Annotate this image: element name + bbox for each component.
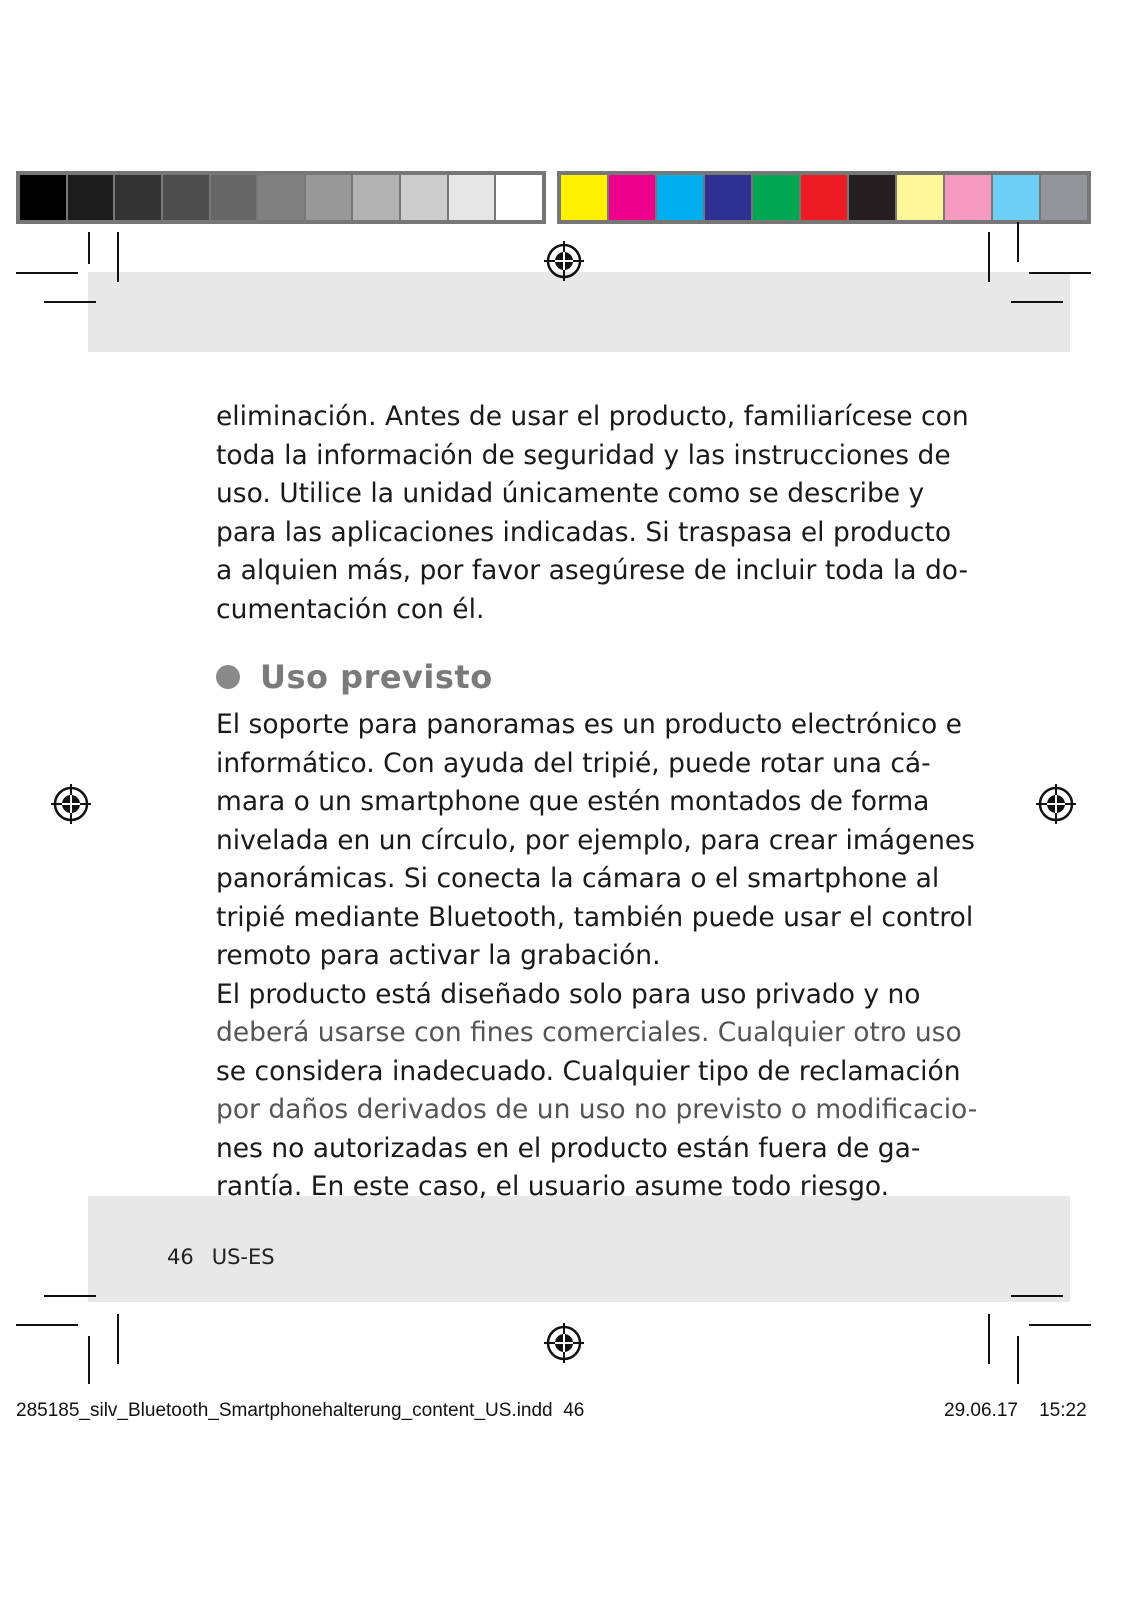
text-line: eliminación. Antes de usar el producto, familiarícese con (216, 401, 969, 432)
crop-mark (117, 232, 119, 282)
color-swatch (897, 175, 943, 220)
color-swatch (68, 175, 114, 220)
page-footer (167, 1245, 293, 1269)
color-swatch (115, 175, 161, 220)
crop-mark (88, 1336, 90, 1384)
color-swatch (496, 175, 542, 220)
crop-mark (1017, 222, 1019, 262)
text-line: se considera inadecuado. Cualquier tipo de reclamación (216, 1055, 961, 1087)
section-title: Uso previsto (260, 658, 493, 696)
color-swatch (561, 175, 607, 220)
slug-datetime (944, 1400, 1087, 1422)
color-swatch (401, 175, 447, 220)
text-line: deberá usarse con fines comerciales. Cualquier otro uso (216, 1017, 962, 1048)
text-line: tripié mediante Bluetooth, también puede usar el control (216, 901, 974, 933)
page-number: 46 (167, 1245, 194, 1269)
section-heading (216, 658, 493, 696)
text-line: El soporte para panoramas es un producto electrónico e (216, 709, 962, 740)
slug-file (16, 1400, 584, 1422)
crop-mark (16, 272, 78, 274)
locale-code: US-ES (211, 1245, 275, 1269)
color-swatch (993, 175, 1039, 220)
crop-mark (44, 1295, 96, 1297)
text-line: uso. Utilice la unidad únicamente como se describe y (216, 478, 925, 509)
color-swatch (945, 175, 991, 220)
color-swatch (801, 175, 847, 220)
text-line: cumentación con él. (216, 593, 485, 625)
text-line: El producto está diseñado solo para uso privado y no (216, 978, 921, 1010)
grayscale-color-bar (16, 171, 546, 224)
color-swatch (258, 175, 304, 220)
color-swatch (657, 175, 703, 220)
crop-mark (88, 232, 90, 264)
text-line: informático. Con ayuda del tripié, puede rotar una cá- (216, 747, 931, 779)
color-swatch (609, 175, 655, 220)
color-swatch (306, 175, 352, 220)
slug-filename: 285185_silv_Bluetooth_Smartphonehalterung_content_US.indd (16, 1400, 553, 1421)
text-line: nes no autorizadas en el producto están fuera de ga- (216, 1132, 921, 1164)
text-line: rantía. En este caso, el usuario asume todo riesgo. (216, 1171, 890, 1202)
registration-mark-icon (51, 784, 91, 824)
slug-page: 46 (563, 1400, 585, 1421)
cmyk-color-bar (557, 171, 1091, 224)
color-swatch (753, 175, 799, 220)
text-line: mara o un smartphone que estén montados de forma (216, 786, 930, 817)
crop-mark (1029, 1324, 1091, 1326)
slug-time: 15:22 (1039, 1400, 1087, 1421)
crop-mark (988, 1314, 990, 1364)
color-swatch (163, 175, 209, 220)
crop-mark (1011, 1295, 1063, 1297)
color-swatch (211, 175, 257, 220)
crop-mark (1017, 1336, 1019, 1384)
text-line: panorámicas. Si conecta la cámara o el smartphone al (216, 863, 940, 894)
crop-mark (988, 232, 990, 282)
color-swatch (705, 175, 751, 220)
text-line: por daños derivados de un uso no previsto o modificacio- (216, 1094, 978, 1125)
text-line: a alquien más, por favor asegúrese de incluir toda la do- (216, 555, 969, 586)
color-swatch (353, 175, 399, 220)
text-line: toda la información de seguridad y las instrucciones de (216, 439, 951, 471)
color-swatch (849, 175, 895, 220)
color-swatch (449, 175, 495, 220)
header-band (88, 272, 1070, 352)
text-line: remoto para activar la grabación. (216, 940, 661, 971)
slug-date: 29.06.17 (944, 1400, 1018, 1421)
registration-mark-icon (544, 241, 584, 281)
section-body (216, 706, 978, 1207)
crop-mark (117, 1314, 119, 1364)
registration-mark-icon (1036, 784, 1076, 824)
text-line: nivelada en un círculo, por ejemplo, para crear imágenes (216, 824, 975, 856)
registration-mark-icon (544, 1323, 584, 1363)
intro-paragraph (216, 398, 969, 629)
color-swatch (1041, 175, 1087, 220)
bullet-icon (216, 665, 240, 689)
text-line: para las aplicaciones indicadas. Si traspasa el producto (216, 516, 952, 548)
crop-mark (1029, 272, 1091, 274)
color-swatch (20, 175, 66, 220)
crop-mark (44, 301, 96, 303)
crop-mark (16, 1324, 78, 1326)
crop-mark (1011, 301, 1063, 303)
